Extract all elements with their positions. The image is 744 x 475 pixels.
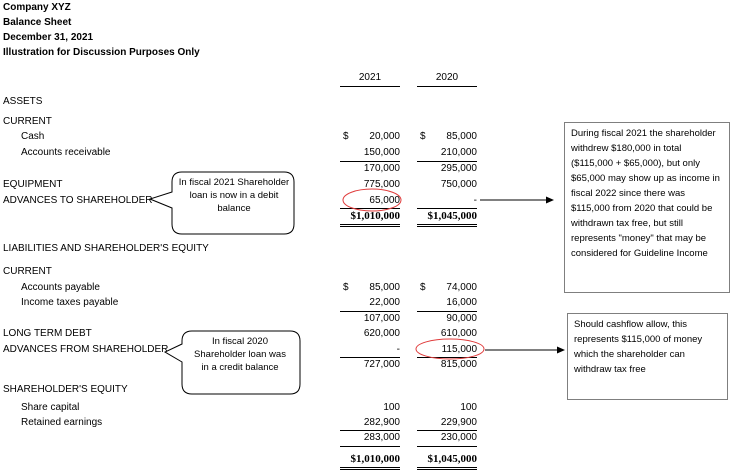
advances-to-shareholder-2021: 65,000	[369, 195, 400, 206]
retained-earnings-2020: 229,900	[440, 417, 477, 428]
statement-title: Balance Sheet	[3, 17, 72, 28]
advances-to-shareholder-2020: -	[473, 195, 477, 206]
arrow-head-2	[557, 347, 565, 354]
ap-currency-2020: $	[420, 282, 426, 293]
total-equity-2020: 230,000	[440, 432, 477, 443]
advances-from-shareholder-2021: -	[396, 344, 400, 355]
long-term-debt-2021: 620,000	[363, 328, 400, 339]
retained-earnings-2021: 282,900	[363, 417, 400, 428]
cash-2021: 20,000	[369, 131, 400, 142]
cash-label: Cash	[21, 131, 45, 142]
column-2021: 2021	[358, 72, 382, 83]
liabilities-current-heading: CURRENT	[3, 266, 52, 277]
long-term-debt-label: LONG TERM DEBT	[3, 328, 92, 339]
long-term-debt-2020: 610,000	[440, 328, 477, 339]
callout-2020-text: In fiscal 2020 Shareholder loan was in a credit balance	[194, 336, 286, 373]
ap-label: Accounts payable	[21, 282, 100, 293]
liabilities-current-total-2020: 90,000	[446, 313, 477, 324]
assets-current-total-2021: 170,000	[363, 163, 400, 174]
grand-total-2020: $1,045,000	[427, 453, 477, 465]
ap-2020: 74,000	[446, 282, 477, 293]
ar-2020: 210,000	[440, 147, 477, 158]
income-tax-label: Income taxes payable	[21, 297, 119, 308]
share-capital-2020: 100	[460, 402, 477, 413]
company-name: Company XYZ	[3, 2, 71, 13]
equipment-label: EQUIPMENT	[3, 179, 63, 190]
ap-currency-2021: $	[343, 282, 349, 293]
cash-currency-2020: $	[420, 131, 426, 142]
equity-heading: SHAREHOLDER'S EQUITY	[3, 384, 128, 395]
grand-total-2021: $1,010,000	[350, 453, 400, 465]
share-capital-2021: 100	[383, 402, 400, 413]
cash-2020: 85,000	[446, 131, 477, 142]
income-tax-2021: 22,000	[369, 297, 400, 308]
callout-2021-text: In fiscal 2021 Shareholder loan is now in a debit balance	[178, 177, 290, 214]
total-liabilities-2020: 815,000	[440, 359, 477, 370]
total-assets-2020: $1,045,000	[427, 210, 477, 222]
share-capital-label: Share capital	[21, 402, 80, 413]
total-equity-2021: 283,000	[363, 432, 400, 443]
advances-from-shareholder-2020: 115,000	[441, 344, 477, 355]
arrow-head-1	[546, 197, 554, 204]
highlight-ellipse-2021	[343, 189, 401, 211]
advances-from-shareholder-label: ADVANCES FROM SHAREHOLDER	[3, 344, 169, 355]
assets-current-heading: CURRENT	[3, 116, 52, 127]
retained-earnings-label: Retained earnings	[21, 417, 103, 428]
total-liabilities-2021: 727,000	[363, 359, 400, 370]
total-assets-2021: $1,010,000	[350, 210, 400, 222]
ar-2021: 150,000	[363, 147, 400, 158]
equipment-2020: 750,000	[440, 179, 477, 190]
advances-to-shareholder-label: ADVANCES TO SHAREHOLDER	[3, 195, 153, 206]
column-2020: 2020	[435, 72, 459, 83]
assets-current-total-2020: 295,000	[440, 163, 477, 174]
note-guideline-income: During fiscal 2021 the shareholder withdrew $180,000 in total ($115,000 + $65,000), but only $65,000 may show up as income in fiscal 2022 since there was $115,000 from 2020 that could be withdrawn tax free, but still represents "money" that may be considered for Guideline Income	[564, 122, 730, 293]
assets-heading: ASSETS	[3, 96, 43, 107]
cash-currency-2021: $	[343, 131, 349, 142]
disclaimer: Illustration for Discussion Purposes Only	[3, 47, 200, 58]
liabilities-heading: LIABILITIES AND SHAREHOLDER'S EQUITY	[3, 243, 209, 254]
highlight-ellipse-2020	[416, 339, 484, 359]
liabilities-current-total-2021: 107,000	[363, 313, 400, 324]
note-tax-free-withdrawal: Should cashflow allow, this represents $115,000 of money which the shareholder can withdraw tax free	[567, 313, 728, 400]
ap-2021: 85,000	[369, 282, 400, 293]
statement-date: December 31, 2021	[3, 32, 94, 43]
equipment-2021: 775,000	[363, 179, 400, 190]
ar-label: Accounts receivable	[21, 147, 111, 158]
income-tax-2020: 16,000	[446, 297, 477, 308]
